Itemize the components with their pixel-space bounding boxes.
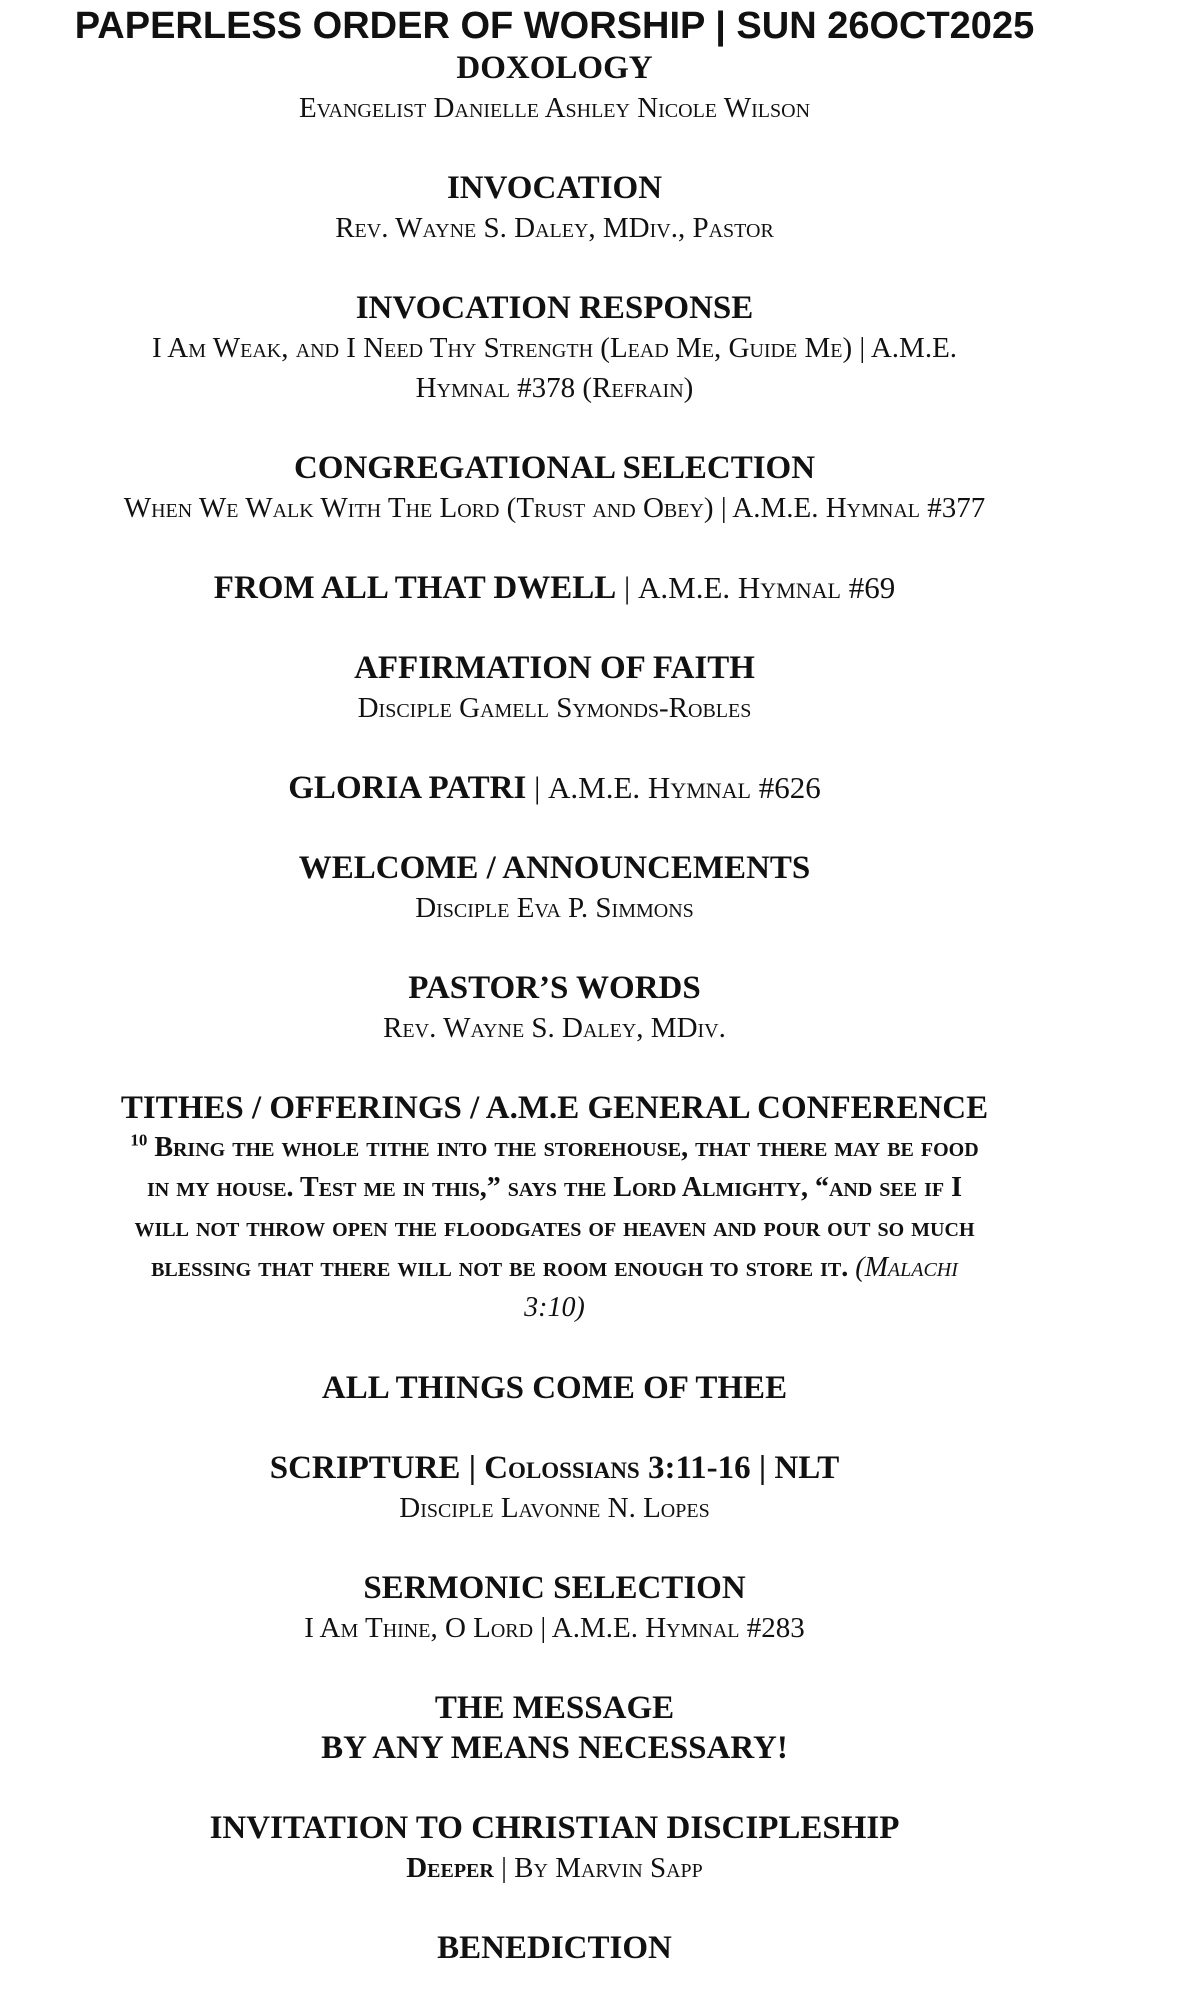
tithes-heading: TITHES / OFFERINGS / A.M.E GENERAL CONFERENCE [120, 1090, 989, 1126]
invocation-response-line1: I Am Weak, and I Need Thy Strength (Lead Me, Guide Me) | A.M.E. [151, 332, 958, 364]
congregational-selection-heading: CONGREGATIONAL SELECTION [293, 450, 816, 486]
separator: | [460, 1450, 485, 1486]
spacer [0, 1328, 1109, 1368]
invocation-response-heading: INVOCATION RESPONSE [355, 290, 754, 326]
spacer [0, 608, 1109, 648]
scripture-section [0, 1448, 1109, 1528]
verse-text-1: Bring the whole tithe into the storehouse, that there may be food [147, 1132, 979, 1163]
message-heading: THE MESSAGE [434, 1690, 675, 1726]
spacer [0, 808, 1109, 848]
spacer [0, 1408, 1109, 1448]
verse-number: 10 [130, 1130, 148, 1150]
congregational-selection-detail: When We Walk With The Lord (Trust and Obey) | A.M.E. Hymnal #377 [123, 492, 986, 524]
doxology-leader: Evangelist Danielle Ashley Nicole Wilson [298, 92, 811, 124]
all-things-heading: ALL THINGS COME OF THEE [321, 1370, 788, 1406]
invitation-song: Deeper [406, 1852, 494, 1884]
verse-line-1 [35, 1128, 1075, 1168]
message-section [0, 1688, 1109, 1768]
separator: | [616, 570, 639, 605]
spacer [0, 1648, 1109, 1688]
sermonic-selection-heading: SERMONIC SELECTION [363, 1570, 746, 1606]
all-things-section [0, 1368, 1109, 1408]
spacer [0, 1768, 1109, 1808]
verse-line-2: in my house. Test me in this,” says the Lord Almighty, “and see if I [146, 1172, 963, 1203]
doxology-section [0, 48, 1109, 128]
affirmation-leader: Disciple Gamell Symonds-Robles [357, 692, 752, 724]
scripture-heading: SCRIPTURE [269, 1450, 461, 1486]
affirmation-heading: AFFIRMATION OF FAITH [354, 650, 755, 686]
scripture-passage: 3:11-16 [639, 1450, 751, 1486]
affirmation-section [0, 648, 1109, 728]
scripture-leader: Disciple Lavonne N. Lopes [399, 1492, 710, 1524]
invitation-heading: INVITATION TO CHRISTIAN DISCIPLESHIP [209, 1810, 900, 1846]
separator: | [750, 1450, 775, 1486]
gloria-patri-section [0, 768, 1109, 808]
spacer [0, 728, 1109, 768]
invocation-response-line2: Hymnal #378 (Refrain) [415, 372, 694, 404]
tithes-section [0, 1088, 1109, 1328]
pastors-words-section [0, 968, 1109, 1048]
separator: | [493, 1852, 515, 1884]
invitation-detail [0, 1848, 1109, 1888]
from-all-that-dwell-section [0, 568, 1109, 608]
pastors-words-leader: Rev. Wayne S. Daley, MDiv. [383, 1012, 726, 1044]
spacer [0, 928, 1109, 968]
verse-text-4: blessing that there will not be room enough to store it. [151, 1252, 856, 1283]
invitation-artist: By Marvin Sapp [514, 1852, 703, 1884]
welcome-leader: Disciple Eva P. Simmons [415, 892, 694, 924]
spacer [0, 1528, 1109, 1568]
scripture-line [0, 1448, 1109, 1488]
spacer [0, 1048, 1109, 1088]
gloria-patri-detail: A.M.E. Hymnal #626 [548, 770, 821, 805]
verse-line-4 [35, 1248, 1075, 1288]
verse-reference-part1: (Malachi [855, 1252, 958, 1283]
scripture-version: NLT [774, 1450, 840, 1486]
gloria-patri-heading: GLORIA PATRI [288, 770, 527, 806]
welcome-section [0, 848, 1109, 928]
invocation-heading: INVOCATION [446, 170, 663, 206]
from-all-that-dwell-line [0, 568, 1109, 608]
verse-line-3: will not throw open the floodgates of heaven and pour out so much [134, 1212, 975, 1243]
sermonic-selection-section [0, 1568, 1109, 1648]
tithes-verse [35, 1128, 1075, 1328]
invocation-response-section [0, 288, 1109, 408]
doxology-heading: DOXOLOGY [456, 50, 653, 86]
benediction-heading: BENEDICTION [437, 1930, 672, 1966]
from-all-that-dwell-detail: A.M.E. Hymnal #69 [638, 570, 896, 605]
spacer [0, 528, 1109, 568]
pastors-words-heading: PASTOR’S WORDS [408, 970, 701, 1006]
from-all-that-dwell-heading: FROM ALL THAT DWELL [213, 570, 617, 606]
separator: | [526, 770, 549, 805]
scripture-book: Colossians [484, 1450, 640, 1486]
sermonic-selection-detail: I Am Thine, O Lord | A.M.E. Hymnal #283 [304, 1612, 805, 1644]
invocation-leader: Rev. Wayne S. Daley, MDiv., Pastor [335, 212, 774, 244]
page-title: PAPERLESS ORDER OF WORSHIP | SUN 26OCT2025 [74, 5, 1035, 47]
benediction-section [0, 1928, 1109, 1968]
verse-reference-part2: 3:10) [524, 1292, 585, 1323]
spacer [0, 128, 1109, 168]
spacer [0, 1888, 1109, 1928]
spacer [0, 408, 1109, 448]
message-title: BY ANY MEANS NECESSARY! [321, 1730, 788, 1766]
gloria-patri-line [0, 768, 1109, 808]
invitation-section [0, 1808, 1109, 1888]
congregational-selection-section [0, 448, 1109, 528]
invocation-section [0, 168, 1109, 248]
spacer [0, 248, 1109, 288]
welcome-heading: WELCOME / ANNOUNCEMENTS [298, 850, 811, 886]
